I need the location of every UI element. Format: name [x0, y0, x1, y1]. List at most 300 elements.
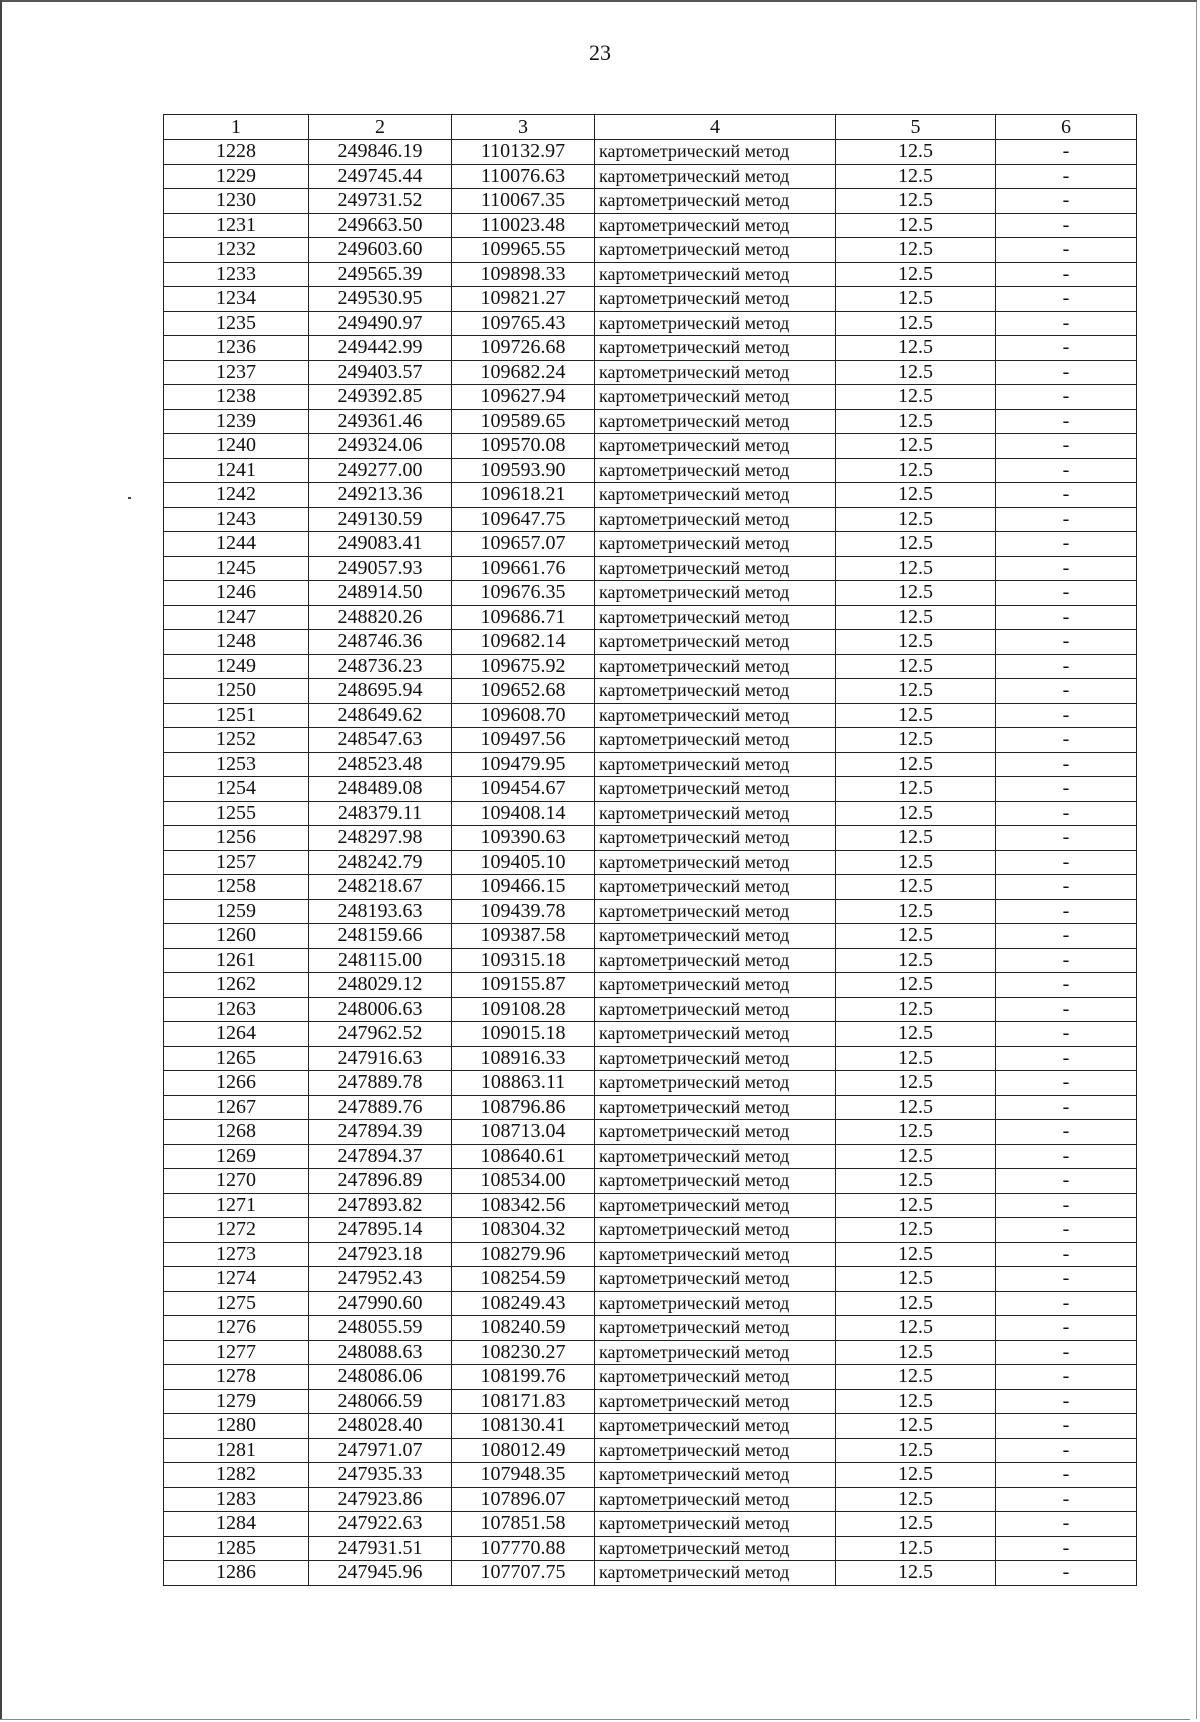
method-cell: картометрический метод — [595, 213, 836, 238]
accuracy-cell: 12.5 — [836, 311, 996, 336]
y-coordinate-cell: 108249.43 — [452, 1291, 595, 1316]
accuracy-cell: 12.5 — [836, 973, 996, 998]
x-coordinate-cell: 249277.00 — [309, 458, 452, 483]
point-number-cell: 1268 — [164, 1120, 309, 1145]
accuracy-cell: 12.5 — [836, 924, 996, 949]
note-cell: - — [996, 532, 1137, 557]
x-coordinate-cell: 249130.59 — [309, 507, 452, 532]
note-cell: - — [996, 899, 1137, 924]
y-coordinate-cell: 110132.97 — [452, 140, 595, 165]
table-row — [164, 752, 1137, 777]
point-number-cell: 1283 — [164, 1487, 309, 1512]
y-coordinate-cell: 109015.18 — [452, 1022, 595, 1047]
y-coordinate-cell: 109608.70 — [452, 703, 595, 728]
table-row — [164, 1340, 1137, 1365]
table-row — [164, 164, 1137, 189]
point-number-cell: 1267 — [164, 1095, 309, 1120]
table-row — [164, 875, 1137, 900]
point-number-cell: 1260 — [164, 924, 309, 949]
y-coordinate-cell: 108342.56 — [452, 1193, 595, 1218]
method-cell: картометрический метод — [595, 948, 836, 973]
note-cell: - — [996, 189, 1137, 214]
y-coordinate-cell: 109155.87 — [452, 973, 595, 998]
x-coordinate-cell: 247931.51 — [309, 1536, 452, 1561]
point-number-cell: 1265 — [164, 1046, 309, 1071]
point-number-cell: 1237 — [164, 360, 309, 385]
x-coordinate-cell: 247916.63 — [309, 1046, 452, 1071]
method-cell: картометрический метод — [595, 1169, 836, 1194]
point-number-cell: 1242 — [164, 483, 309, 508]
note-cell: - — [996, 1218, 1137, 1243]
y-coordinate-cell: 109408.14 — [452, 801, 595, 826]
table-row — [164, 1438, 1137, 1463]
column-header: 5 — [836, 115, 996, 140]
page-bottom-border — [0, 1719, 1190, 1720]
point-number-cell: 1269 — [164, 1144, 309, 1169]
method-cell: картометрический метод — [595, 238, 836, 263]
accuracy-cell: 12.5 — [836, 1242, 996, 1267]
accuracy-cell: 12.5 — [836, 140, 996, 165]
point-number-cell: 1263 — [164, 997, 309, 1022]
x-coordinate-cell: 249392.85 — [309, 385, 452, 410]
accuracy-cell: 12.5 — [836, 189, 996, 214]
point-number-cell: 1271 — [164, 1193, 309, 1218]
note-cell: - — [996, 801, 1137, 826]
note-cell: - — [996, 728, 1137, 753]
note-cell: - — [996, 1389, 1137, 1414]
table-row — [164, 850, 1137, 875]
method-cell: картометрический метод — [595, 875, 836, 900]
table-row — [164, 1536, 1137, 1561]
note-cell: - — [996, 826, 1137, 851]
method-cell: картометрический метод — [595, 1389, 836, 1414]
table-row — [164, 801, 1137, 826]
note-cell: - — [996, 654, 1137, 679]
accuracy-cell: 12.5 — [836, 777, 996, 802]
point-number-cell: 1253 — [164, 752, 309, 777]
accuracy-cell: 12.5 — [836, 360, 996, 385]
table-row — [164, 1071, 1137, 1096]
note-cell: - — [996, 1536, 1137, 1561]
x-coordinate-cell: 249442.99 — [309, 336, 452, 361]
x-coordinate-cell: 249565.39 — [309, 262, 452, 287]
table-row — [164, 703, 1137, 728]
x-coordinate-cell: 248914.50 — [309, 581, 452, 606]
x-coordinate-cell: 248820.26 — [309, 605, 452, 630]
note-cell: - — [996, 1242, 1137, 1267]
x-coordinate-cell: 249530.95 — [309, 287, 452, 312]
table-row — [164, 1291, 1137, 1316]
point-number-cell: 1258 — [164, 875, 309, 900]
method-cell: картометрический метод — [595, 1463, 836, 1488]
y-coordinate-cell: 108130.41 — [452, 1414, 595, 1439]
point-number-cell: 1245 — [164, 556, 309, 581]
y-coordinate-cell: 107770.88 — [452, 1536, 595, 1561]
note-cell: - — [996, 973, 1137, 998]
y-coordinate-cell: 109661.76 — [452, 556, 595, 581]
x-coordinate-cell: 248088.63 — [309, 1340, 452, 1365]
y-coordinate-cell: 109497.56 — [452, 728, 595, 753]
point-number-cell: 1248 — [164, 630, 309, 655]
method-cell: картометрический метод — [595, 973, 836, 998]
table-row — [164, 1512, 1137, 1537]
y-coordinate-cell: 109570.08 — [452, 434, 595, 459]
accuracy-cell: 12.5 — [836, 703, 996, 728]
note-cell: - — [996, 850, 1137, 875]
point-number-cell: 1256 — [164, 826, 309, 851]
x-coordinate-cell: 248055.59 — [309, 1316, 452, 1341]
table-row — [164, 777, 1137, 802]
y-coordinate-cell: 109682.14 — [452, 630, 595, 655]
note-cell: - — [996, 1193, 1137, 1218]
note-cell: - — [996, 924, 1137, 949]
table-row — [164, 1561, 1137, 1586]
x-coordinate-cell: 248242.79 — [309, 850, 452, 875]
method-cell: картометрический метод — [595, 1095, 836, 1120]
point-number-cell: 1230 — [164, 189, 309, 214]
method-cell: картометрический метод — [595, 1291, 836, 1316]
accuracy-cell: 12.5 — [836, 458, 996, 483]
accuracy-cell: 12.5 — [836, 1316, 996, 1341]
method-cell: картометрический метод — [595, 164, 836, 189]
accuracy-cell: 12.5 — [836, 1022, 996, 1047]
method-cell: картометрический метод — [595, 679, 836, 704]
note-cell: - — [996, 1120, 1137, 1145]
table-row — [164, 630, 1137, 655]
table-row — [164, 997, 1137, 1022]
method-cell: картометрический метод — [595, 997, 836, 1022]
point-number-cell: 1286 — [164, 1561, 309, 1586]
method-cell: картометрический метод — [595, 287, 836, 312]
x-coordinate-cell: 247889.76 — [309, 1095, 452, 1120]
method-cell: картометрический метод — [595, 532, 836, 557]
note-cell: - — [996, 1022, 1137, 1047]
method-cell: картометрический метод — [595, 385, 836, 410]
point-number-cell: 1284 — [164, 1512, 309, 1537]
method-cell: картометрический метод — [595, 605, 836, 630]
note-cell: - — [996, 1463, 1137, 1488]
y-coordinate-cell: 109676.35 — [452, 581, 595, 606]
table-row — [164, 1120, 1137, 1145]
table-row — [164, 1193, 1137, 1218]
accuracy-cell: 12.5 — [836, 752, 996, 777]
accuracy-cell: 12.5 — [836, 826, 996, 851]
table-row — [164, 1022, 1137, 1047]
y-coordinate-cell: 109647.75 — [452, 507, 595, 532]
table-row — [164, 1169, 1137, 1194]
x-coordinate-cell: 247945.96 — [309, 1561, 452, 1586]
x-coordinate-cell: 248547.63 — [309, 728, 452, 753]
accuracy-cell: 12.5 — [836, 1193, 996, 1218]
accuracy-cell: 12.5 — [836, 385, 996, 410]
table-row — [164, 899, 1137, 924]
y-coordinate-cell: 108199.76 — [452, 1365, 595, 1390]
y-coordinate-cell: 108534.00 — [452, 1169, 595, 1194]
table-row — [164, 1463, 1137, 1488]
accuracy-cell: 12.5 — [836, 434, 996, 459]
method-cell: картометрический метод — [595, 1512, 836, 1537]
note-cell: - — [996, 752, 1137, 777]
y-coordinate-cell: 108279.96 — [452, 1242, 595, 1267]
accuracy-cell: 12.5 — [836, 287, 996, 312]
accuracy-cell: 12.5 — [836, 1512, 996, 1537]
accuracy-cell: 12.5 — [836, 850, 996, 875]
y-coordinate-cell: 108916.33 — [452, 1046, 595, 1071]
accuracy-cell: 12.5 — [836, 1414, 996, 1439]
method-cell: картометрический метод — [595, 1340, 836, 1365]
method-cell: картометрический метод — [595, 336, 836, 361]
accuracy-cell: 12.5 — [836, 213, 996, 238]
y-coordinate-cell: 109627.94 — [452, 385, 595, 410]
accuracy-cell: 12.5 — [836, 1144, 996, 1169]
note-cell: - — [996, 1561, 1137, 1586]
method-cell: картометрический метод — [595, 850, 836, 875]
coordinates-table — [163, 114, 1137, 1586]
table-row — [164, 1389, 1137, 1414]
x-coordinate-cell: 247923.18 — [309, 1242, 452, 1267]
note-cell: - — [996, 1291, 1137, 1316]
point-number-cell: 1279 — [164, 1389, 309, 1414]
page-number: 23 — [589, 40, 611, 65]
x-coordinate-cell: 249663.50 — [309, 213, 452, 238]
point-number-cell: 1235 — [164, 311, 309, 336]
method-cell: картометрический метод — [595, 1487, 836, 1512]
accuracy-cell: 12.5 — [836, 556, 996, 581]
note-cell: - — [996, 581, 1137, 606]
table-row — [164, 556, 1137, 581]
note-cell: - — [996, 777, 1137, 802]
column-header: 6 — [996, 115, 1137, 140]
accuracy-cell: 12.5 — [836, 801, 996, 826]
point-number-cell: 1234 — [164, 287, 309, 312]
y-coordinate-cell: 109618.21 — [452, 483, 595, 508]
y-coordinate-cell: 109965.55 — [452, 238, 595, 263]
column-header: 4 — [595, 115, 836, 140]
x-coordinate-cell: 248649.62 — [309, 703, 452, 728]
method-cell: картометрический метод — [595, 703, 836, 728]
accuracy-cell: 12.5 — [836, 899, 996, 924]
table-row — [164, 679, 1137, 704]
accuracy-cell: 12.5 — [836, 1389, 996, 1414]
point-number-cell: 1251 — [164, 703, 309, 728]
table-header-row — [164, 115, 1137, 140]
y-coordinate-cell: 109675.92 — [452, 654, 595, 679]
y-coordinate-cell: 108012.49 — [452, 1438, 595, 1463]
method-cell: картометрический метод — [595, 483, 836, 508]
x-coordinate-cell: 249083.41 — [309, 532, 452, 557]
x-coordinate-cell: 248006.63 — [309, 997, 452, 1022]
table-row — [164, 581, 1137, 606]
table-row — [164, 311, 1137, 336]
accuracy-cell: 12.5 — [836, 1218, 996, 1243]
accuracy-cell: 12.5 — [836, 581, 996, 606]
x-coordinate-cell: 249057.93 — [309, 556, 452, 581]
point-number-cell: 1238 — [164, 385, 309, 410]
point-number-cell: 1275 — [164, 1291, 309, 1316]
accuracy-cell: 12.5 — [836, 630, 996, 655]
accuracy-cell: 12.5 — [836, 409, 996, 434]
x-coordinate-cell: 248746.36 — [309, 630, 452, 655]
note-cell: - — [996, 703, 1137, 728]
point-number-cell: 1254 — [164, 777, 309, 802]
method-cell: картометрический метод — [595, 899, 836, 924]
note-cell: - — [996, 1071, 1137, 1096]
table-row — [164, 262, 1137, 287]
x-coordinate-cell: 248218.67 — [309, 875, 452, 900]
x-coordinate-cell: 248115.00 — [309, 948, 452, 973]
table-row — [164, 287, 1137, 312]
x-coordinate-cell: 249603.60 — [309, 238, 452, 263]
y-coordinate-cell: 109765.43 — [452, 311, 595, 336]
y-coordinate-cell: 110067.35 — [452, 189, 595, 214]
x-coordinate-cell: 247971.07 — [309, 1438, 452, 1463]
method-cell: картометрический метод — [595, 1414, 836, 1439]
note-cell: - — [996, 311, 1137, 336]
point-number-cell: 1270 — [164, 1169, 309, 1194]
method-cell: картометрический метод — [595, 1071, 836, 1096]
note-cell: - — [996, 556, 1137, 581]
x-coordinate-cell: 248086.06 — [309, 1365, 452, 1390]
point-number-cell: 1228 — [164, 140, 309, 165]
point-number-cell: 1261 — [164, 948, 309, 973]
table-row — [164, 213, 1137, 238]
y-coordinate-cell: 109821.27 — [452, 287, 595, 312]
x-coordinate-cell: 248029.12 — [309, 973, 452, 998]
point-number-cell: 1278 — [164, 1365, 309, 1390]
accuracy-cell: 12.5 — [836, 679, 996, 704]
table-row — [164, 1365, 1137, 1390]
point-number-cell: 1259 — [164, 899, 309, 924]
note-cell: - — [996, 1487, 1137, 1512]
x-coordinate-cell: 248695.94 — [309, 679, 452, 704]
table-row — [164, 1218, 1137, 1243]
point-number-cell: 1249 — [164, 654, 309, 679]
method-cell: картометрический метод — [595, 458, 836, 483]
x-coordinate-cell: 247952.43 — [309, 1267, 452, 1292]
y-coordinate-cell: 109454.67 — [452, 777, 595, 802]
table-row — [164, 1316, 1137, 1341]
x-coordinate-cell: 247922.63 — [309, 1512, 452, 1537]
x-coordinate-cell: 249403.57 — [309, 360, 452, 385]
method-cell: картометрический метод — [595, 434, 836, 459]
x-coordinate-cell: 249745.44 — [309, 164, 452, 189]
method-cell: картометрический метод — [595, 1267, 836, 1292]
method-cell: картометрический метод — [595, 1193, 836, 1218]
x-coordinate-cell: 247894.39 — [309, 1120, 452, 1145]
x-coordinate-cell: 248379.11 — [309, 801, 452, 826]
method-cell: картометрический метод — [595, 1561, 836, 1586]
y-coordinate-cell: 107851.58 — [452, 1512, 595, 1537]
method-cell: картометрический метод — [595, 189, 836, 214]
y-coordinate-cell: 109387.58 — [452, 924, 595, 949]
x-coordinate-cell: 247893.82 — [309, 1193, 452, 1218]
note-cell: - — [996, 360, 1137, 385]
table-row — [164, 1487, 1137, 1512]
point-number-cell: 1239 — [164, 409, 309, 434]
method-cell: картометрический метод — [595, 1316, 836, 1341]
x-coordinate-cell: 248159.66 — [309, 924, 452, 949]
y-coordinate-cell: 107948.35 — [452, 1463, 595, 1488]
note-cell: - — [996, 630, 1137, 655]
point-number-cell: 1252 — [164, 728, 309, 753]
x-coordinate-cell: 247923.86 — [309, 1487, 452, 1512]
method-cell: картометрический метод — [595, 1218, 836, 1243]
table-row — [164, 532, 1137, 557]
accuracy-cell: 12.5 — [836, 336, 996, 361]
note-cell: - — [996, 238, 1137, 263]
y-coordinate-cell: 107707.75 — [452, 1561, 595, 1586]
x-coordinate-cell: 247889.78 — [309, 1071, 452, 1096]
accuracy-cell: 12.5 — [836, 1487, 996, 1512]
table-row — [164, 507, 1137, 532]
y-coordinate-cell: 108304.32 — [452, 1218, 595, 1243]
note-cell: - — [996, 875, 1137, 900]
point-number-cell: 1231 — [164, 213, 309, 238]
table-body — [164, 140, 1137, 1586]
method-cell: картометрический метод — [595, 728, 836, 753]
y-coordinate-cell: 109652.68 — [452, 679, 595, 704]
accuracy-cell: 12.5 — [836, 238, 996, 263]
table-row — [164, 458, 1137, 483]
table-row — [164, 1267, 1137, 1292]
accuracy-cell: 12.5 — [836, 1120, 996, 1145]
y-coordinate-cell: 109405.10 — [452, 850, 595, 875]
note-cell: - — [996, 213, 1137, 238]
x-coordinate-cell: 248736.23 — [309, 654, 452, 679]
x-coordinate-cell: 248297.98 — [309, 826, 452, 851]
note-cell: - — [996, 1267, 1137, 1292]
x-coordinate-cell: 248066.59 — [309, 1389, 452, 1414]
point-number-cell: 1274 — [164, 1267, 309, 1292]
table-row — [164, 409, 1137, 434]
accuracy-cell: 12.5 — [836, 1095, 996, 1120]
table-row — [164, 605, 1137, 630]
accuracy-cell: 12.5 — [836, 164, 996, 189]
accuracy-cell: 12.5 — [836, 1071, 996, 1096]
point-number-cell: 1276 — [164, 1316, 309, 1341]
table-row — [164, 654, 1137, 679]
x-coordinate-cell: 249731.52 — [309, 189, 452, 214]
table-row — [164, 336, 1137, 361]
note-cell: - — [996, 1414, 1137, 1439]
point-number-cell: 1262 — [164, 973, 309, 998]
point-number-cell: 1250 — [164, 679, 309, 704]
accuracy-cell: 12.5 — [836, 1438, 996, 1463]
table-row — [164, 1242, 1137, 1267]
point-number-cell: 1244 — [164, 532, 309, 557]
y-coordinate-cell: 109589.65 — [452, 409, 595, 434]
y-coordinate-cell: 108640.61 — [452, 1144, 595, 1169]
table-row — [164, 1414, 1137, 1439]
accuracy-cell: 12.5 — [836, 262, 996, 287]
method-cell: картометрический метод — [595, 630, 836, 655]
note-cell: - — [996, 458, 1137, 483]
y-coordinate-cell: 109593.90 — [452, 458, 595, 483]
x-coordinate-cell: 248193.63 — [309, 899, 452, 924]
x-coordinate-cell: 248028.40 — [309, 1414, 452, 1439]
note-cell: - — [996, 287, 1137, 312]
table-row — [164, 385, 1137, 410]
method-cell: картометрический метод — [595, 1365, 836, 1390]
table-row — [164, 434, 1137, 459]
note-cell: - — [996, 1438, 1137, 1463]
table-row — [164, 728, 1137, 753]
method-cell: картометрический метод — [595, 1536, 836, 1561]
accuracy-cell: 12.5 — [836, 507, 996, 532]
accuracy-cell: 12.5 — [836, 605, 996, 630]
point-number-cell: 1243 — [164, 507, 309, 532]
y-coordinate-cell: 109390.63 — [452, 826, 595, 851]
